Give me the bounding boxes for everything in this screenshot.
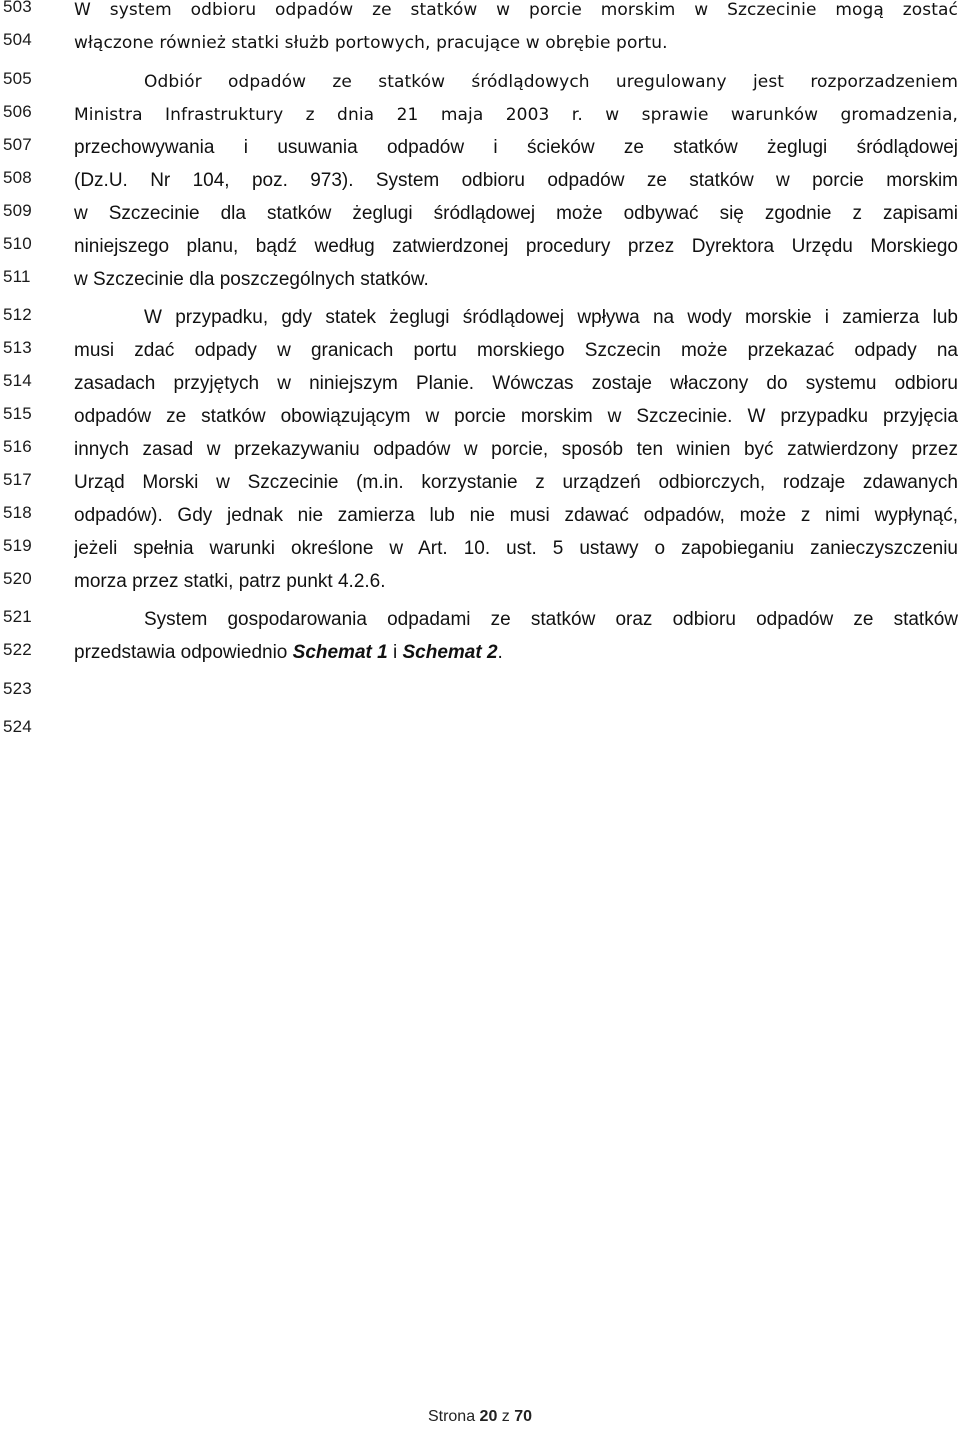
line-number: 517 — [3, 470, 32, 489]
text-line: jeżeli spełnia warunki określone w Art. 10. ust. 5 ustawy o zapobieganiu zanieczyszczeniu — [74, 538, 958, 559]
text-line: morza przez statki, patrz punkt 4.2.6. — [74, 571, 386, 592]
line-number: 508 — [3, 168, 32, 187]
current-page-number: 20 — [479, 1408, 498, 1425]
text-line: (Dz.U. Nr 104, poz. 973). System odbioru odpadów ze statków w porcie morskim — [74, 170, 958, 191]
footer-prefix: Strona — [427, 1408, 480, 1425]
line-number: 514 — [3, 371, 32, 390]
line-number: 513 — [3, 338, 32, 357]
text-line: W system odbioru odpadów ze statków w porcie morskim w Szczecinie mogą zostać — [74, 0, 958, 20]
line-number: 518 — [3, 503, 32, 522]
text-line: Ministra Infrastruktury z dnia 21 maja 2003 r. w sprawie warunków gromadzenia, — [74, 105, 958, 125]
line-number: 505 — [3, 69, 32, 88]
text-line: System gospodarowania odpadami ze statków oraz odbioru odpadów ze statków — [144, 609, 958, 630]
schemat-2-reference: Schemat 2 — [402, 642, 498, 663]
text-line: W przypadku, gdy statek żeglugi śródlądowej wpływa na wody morskie i zamierza lub — [144, 307, 958, 328]
text-line: włączone również statki służb portowych, pracujące w obrębie portu. — [74, 33, 668, 53]
text-run: przedstawia odpowiednio — [74, 642, 293, 663]
line-number: 524 — [3, 717, 32, 736]
line-number: 523 — [3, 679, 32, 698]
footer-separator: z — [497, 1408, 515, 1425]
line-number: 522 — [3, 640, 32, 659]
line-number: 510 — [3, 234, 32, 253]
text-line: odpadów ze statków obowiązującym w porcie morskim w Szczecinie. W przypadku przyjęcia — [74, 406, 958, 427]
schemat-1-reference: Schemat 1 — [292, 642, 388, 663]
line-number: 509 — [3, 201, 32, 220]
line-number: 519 — [3, 536, 32, 555]
text-line: w Szczecinie dla poszczególnych statków. — [74, 269, 429, 290]
total-pages-number: 70 — [514, 1408, 533, 1425]
line-number: 511 — [3, 267, 31, 286]
line-number: 516 — [3, 437, 32, 456]
text-line: musi zdać odpady w granicach portu morskiego Szczecin może przekazać odpady na — [74, 340, 958, 361]
text-line: niniejszego planu, bądź według zatwierdzonej procedury przez Dyrektora Urzędu Morskiego — [74, 236, 958, 257]
line-number: 504 — [3, 30, 32, 49]
line-number: 515 — [3, 404, 32, 423]
text-line: Odbiór odpadów ze statków śródlądowych uregulowany jest rozporzadzeniem — [144, 72, 958, 92]
text-line — [74, 640, 958, 666]
page-footer — [0, 1408, 960, 1426]
line-number: 506 — [3, 102, 32, 121]
text-run: i — [387, 642, 403, 663]
text-line: odpadów). Gdy jednak nie zamierza lub nie musi zdawać odpadów, może z nimi wypłynąć, — [74, 505, 958, 526]
text-line: zasadach przyjętych w niniejszym Planie. Wówczas zostaje właczony do systemu odbioru — [74, 373, 958, 394]
line-number: 503 — [3, 0, 32, 16]
line-number: 521 — [3, 607, 32, 626]
text-line: przechowywania i usuwania odpadów i ścieków ze statków żeglugi śródlądowej — [74, 137, 958, 158]
text-run: . — [497, 642, 503, 663]
text-line: Urząd Morski w Szczecinie (m.in. korzystanie z urządzeń odbiorczych, rodzaje zdawanych — [74, 472, 958, 493]
line-number: 520 — [3, 569, 32, 588]
line-number: 512 — [3, 305, 32, 324]
text-line: innych zasad w przekazywaniu odpadów w porcie, sposób ten winien być zatwierdzony przez — [74, 439, 958, 460]
text-line: w Szczecinie dla statków żeglugi śródlądowej może odbywać się zgodnie z zapisami — [74, 203, 958, 224]
line-number: 507 — [3, 135, 32, 154]
